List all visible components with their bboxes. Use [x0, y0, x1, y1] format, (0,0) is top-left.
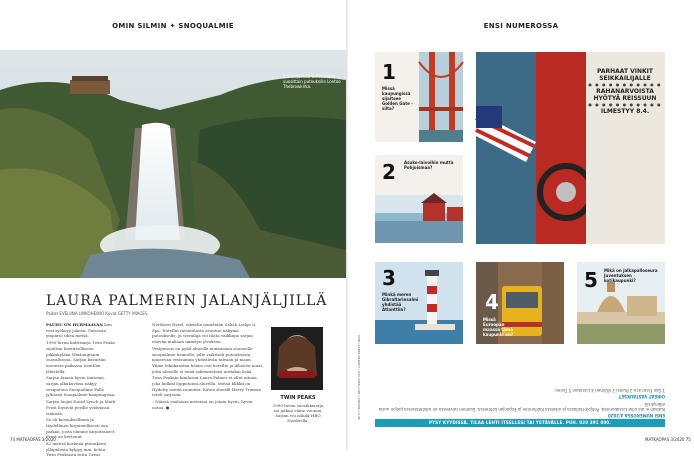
- next-issue-heading: ENSI NUMEROSSA 4/2020: [607, 413, 665, 418]
- quiz-question-5: Mikä on jalkapalloseura Juventuksen kotikaupunki?: [604, 268, 658, 283]
- section-heading-right: ENSI NUMEROSSA: [483, 22, 559, 30]
- twin-peaks-poster: [271, 327, 323, 390]
- paragraph: PAUHU ON HURMAAVAN kun vesi syöksyy jokeen. Putousta ympäröi tiheä metsä.: [46, 322, 112, 339]
- promo-text: [586, 68, 664, 115]
- paragraph: Vesiputous on pyhä alueella muinaisina asuneelle snoqualmie-heimolle, jolle vaikeasti putouksesta nousevan vesisumun yhdistävän taivaan ja maan. Viime lukukausina heimo osti hotellin ja lähistön maat, jotta alueelle ei enää rakennettaisi uuttakin lisää.: [152, 345, 264, 374]
- promo-line: RAHANARVOISTA: [596, 88, 654, 95]
- page-gutter: [346, 0, 348, 450]
- promo-dots: ● ● ● ● ● ● ● ● ● ● ●: [588, 82, 662, 87]
- poster-label: TWIN PEAKS: [280, 395, 316, 401]
- byline: Paikat EVELIINA LINKOHEIMO Kuvat GETTY IMAGES: [46, 311, 148, 316]
- promo-line: HYÖTYÄ REISSUUN: [593, 95, 657, 102]
- folio-left: 74 MATKAOPAS 3/2020: [10, 437, 56, 442]
- paragraph: Se oli kuvauksellinen ja täydellinen kirjaimellisesti sen paikan, josta olimme kirjoittaneet, Frost on kertonut.: [46, 417, 116, 440]
- section-heading-left: OMIN SILMIN ✦ SNOQUALMIE: [112, 22, 234, 30]
- quiz-question-1: Missä kaupungissa sijaitsee Golden Gate -silta?: [382, 86, 413, 111]
- subscription-banner[interactable]: PYSY KYYDISSÄ. TILAA LEHTI ITSELLESI TAI YSTÄVÄLLE. PUH. 020 391 000.: [375, 419, 665, 427]
- paragraph: 1990-luvun kulttisarja Twin Peaks sijoittuu kuvitteelliseen pikkukylään Washingtonin osavaltiossa. Sarjan kuvattiin monessa paikassa Seattlen lähistöllä.: [46, 340, 115, 374]
- answers-text: 1 San Francisco 2 Ruotsi 3 Välimeri 4 Lissabon 5 Torino: [555, 388, 665, 393]
- answers-heading: OIKEAT VASTAUKSET: [618, 394, 665, 399]
- article-column-1: [46, 322, 116, 459]
- paragraph: 82 metriä korkean putouksen ylläpidosta kylpyy mm. kohta Twin Peaksista tuttu Great: [46, 441, 106, 458]
- promo-line: ILMESTYY 8.4.: [600, 108, 650, 115]
- photo-credit: GETTY IMAGES / SHUTTERSTOCK / CAMERA PRESS / RMA: [357, 334, 361, 420]
- promo-line: SEIKKAILIJALLE: [599, 75, 651, 82]
- paragraph: – Näissä vaaleissa metsissä on jotain hyvin, hyvin outoa. ●: [152, 399, 253, 410]
- article-title: LAURA PALMERIN JALANJÄLJILLÄ: [46, 293, 328, 309]
- next-issue-text: Kukaan ei ole ollut Lissabonissa, Pohjois-Italiassa ja oikeissa Kalifornian ja Espanjan kohteissa. Suomen toiveessa on odotettavissa paljon uusia elämyksiä.: [378, 402, 665, 412]
- folio-right: MATKAOPAS 3/2020 75: [645, 437, 691, 442]
- quiz-number-3: 3: [382, 266, 396, 290]
- quiz-question-4: Missä Euroopan maassa tämä kaupunki on?: [483, 317, 514, 337]
- promo-line: PARHAAT VINKIT: [596, 68, 653, 75]
- quiz-number-2: 2: [382, 160, 396, 184]
- paragraph: Twin Peaksin kuuluisat Laura Palmer ei ollut aitona, joka kulkisi lopputoimi alueella. Metsä klikkii on Hydetty useita ruumiita. Kuten sheriffi Harry Truman toteli sarjassa:: [152, 375, 261, 398]
- upside-down-answers: [375, 366, 665, 418]
- hero-caption: 1,5 miljoonaa turistia/ajaa vuosittain putouksille Lontoo Thebrowkirka.: [283, 74, 341, 89]
- paragraph: Sarjan fanien hyvin tuntema, sarjan alkukuvissa näkyy vesiputous Snoqualmie Falls jylhässä Snoqualmie-kaupungissa.: [46, 375, 116, 398]
- article-column-2: [152, 322, 264, 412]
- quiz-number-4: 4: [485, 290, 499, 314]
- paragraph: Northern Hotel, oikealta nimeltään Salish Lodge & Spa. Hotellin ravintolasta avautuu näkymä putoukselle, ja vierailija voi tilata vaikkapa sarjan etsivän mukaan nimetyn ylvoksen.: [152, 322, 256, 345]
- quiz-number-1: 1: [382, 60, 396, 84]
- quiz-question-3: Minkä meren Gibraltarinsalmi yhdistää Atlanttiin?: [382, 292, 419, 312]
- promo-dots: ● ● ● ● ● ● ● ● ● ● ●: [588, 102, 662, 107]
- quiz-number-5: 5: [584, 268, 598, 292]
- paragraph: Sarjan luojat David Lynch ja Mark Frost löysivät perille ystävänsä vinkistä.: [46, 399, 116, 416]
- poster-caption: 1990-luvun suosikkisarja sai jatkoa viime vuonna. Sarjan voi nähdä HBO Nordicilla.: [272, 403, 324, 423]
- quiz-question-2: Asuko-laivoihin mutta Pohjoismaa?: [404, 160, 454, 170]
